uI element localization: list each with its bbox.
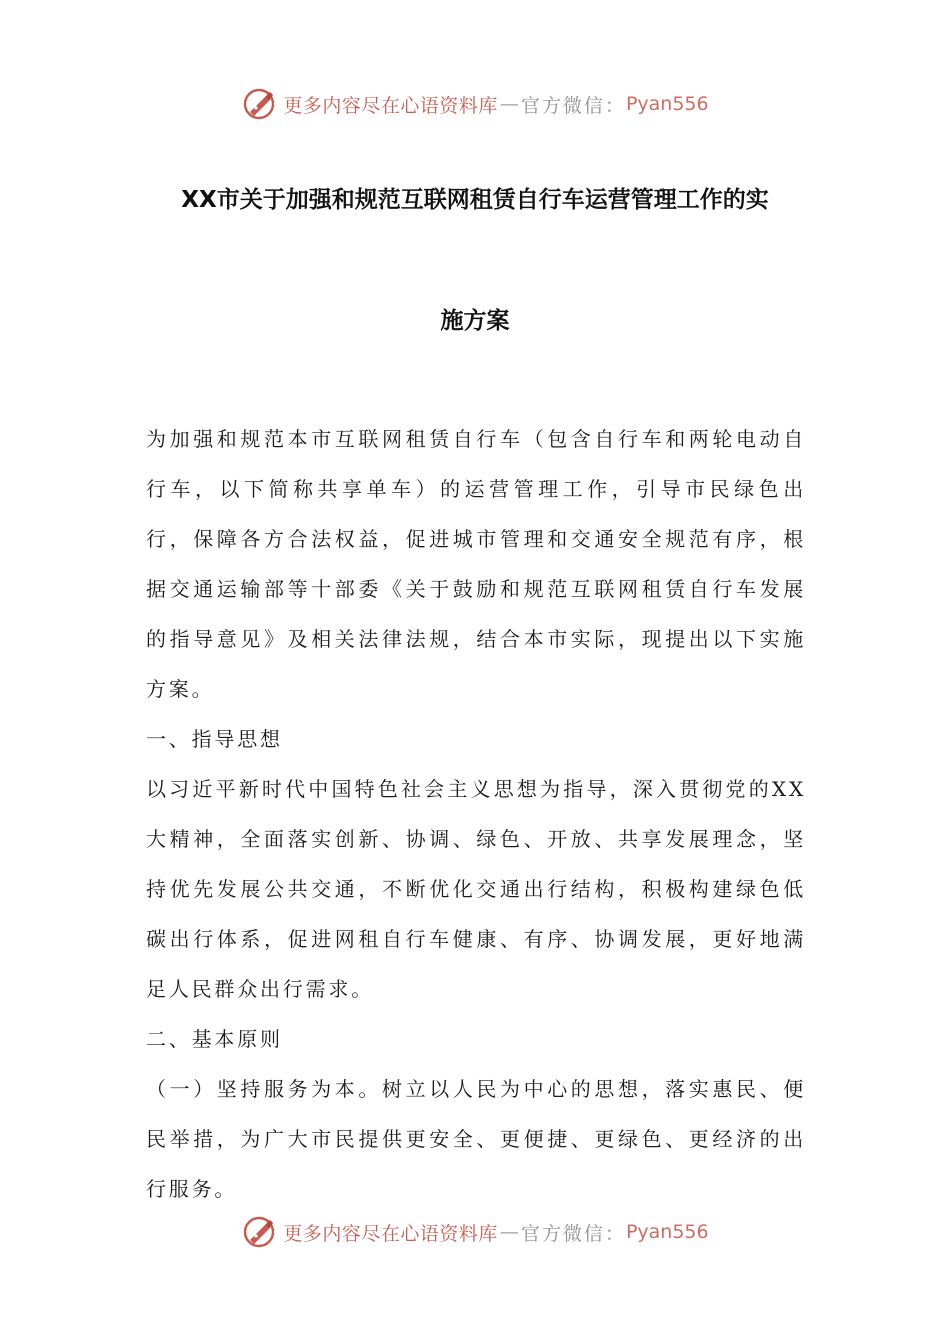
watermark-footer <box>0 1212 950 1252</box>
section-heading-guiding-thought: 一、指导思想 <box>146 727 283 751</box>
paragraph-guiding-thought: 以习近平新时代中国特色社会主义思想为指导，深入贯彻党的XX大精神，全面落实创新、协调、绿色、开放、共享发展理念，坚持优先发展公共交通，不断优化交通出行结构，积极构建绿色低碳出行体系，促进网租自行车健康、有序、协调发展，更好地满足人民群众出行需求。 <box>146 777 806 1001</box>
watermark-main-text: 更多内容尽在心语资料库 <box>283 94 498 117</box>
watermark-main-text: 更多内容尽在心语资料库 <box>283 1222 498 1245</box>
paragraph-intro: 为加强和规范本市互联网租赁自行车（包含自行车和两轮电动自行车，以下简称共享单车）的运营管理工作，引导市民绿色出行，保障各方合法权益，促进城市管理和交通安全规范有序，根据交通运输部等十部委《关于鼓励和规范互联网租赁自行车发展的指导意见》及相关法律法规，结合本市实际，现提出以下实施方案。 <box>146 427 806 701</box>
pen-nib-logo-icon <box>241 1214 277 1250</box>
document-title-line-1: XX市关于加强和规范互联网租赁自行车运营管理工作的实 <box>181 187 769 213</box>
document-title-line-2: 施方案 <box>440 308 510 334</box>
watermark-wechat-label: 官方微信： <box>520 94 626 117</box>
watermark-wechat-id: Pyan556 <box>625 1221 709 1243</box>
watermark-dash: — <box>499 93 519 115</box>
watermark-wechat-label: 官方微信： <box>520 1222 626 1245</box>
watermark-header <box>0 84 950 124</box>
paragraph-principle-1: （一）坚持服务为本。树立以人民为中心的思想，落实惠民、便民举措，为广大市民提供更安全、更便捷、更绿色、更经济的出行服务。 <box>146 1077 806 1201</box>
watermark-dash: — <box>499 1221 519 1243</box>
document-body <box>146 414 806 1214</box>
watermark-wechat-id: Pyan556 <box>625 93 709 115</box>
pen-nib-logo-icon <box>241 86 277 122</box>
section-heading-basic-principles: 二、基本原则 <box>146 1027 283 1051</box>
